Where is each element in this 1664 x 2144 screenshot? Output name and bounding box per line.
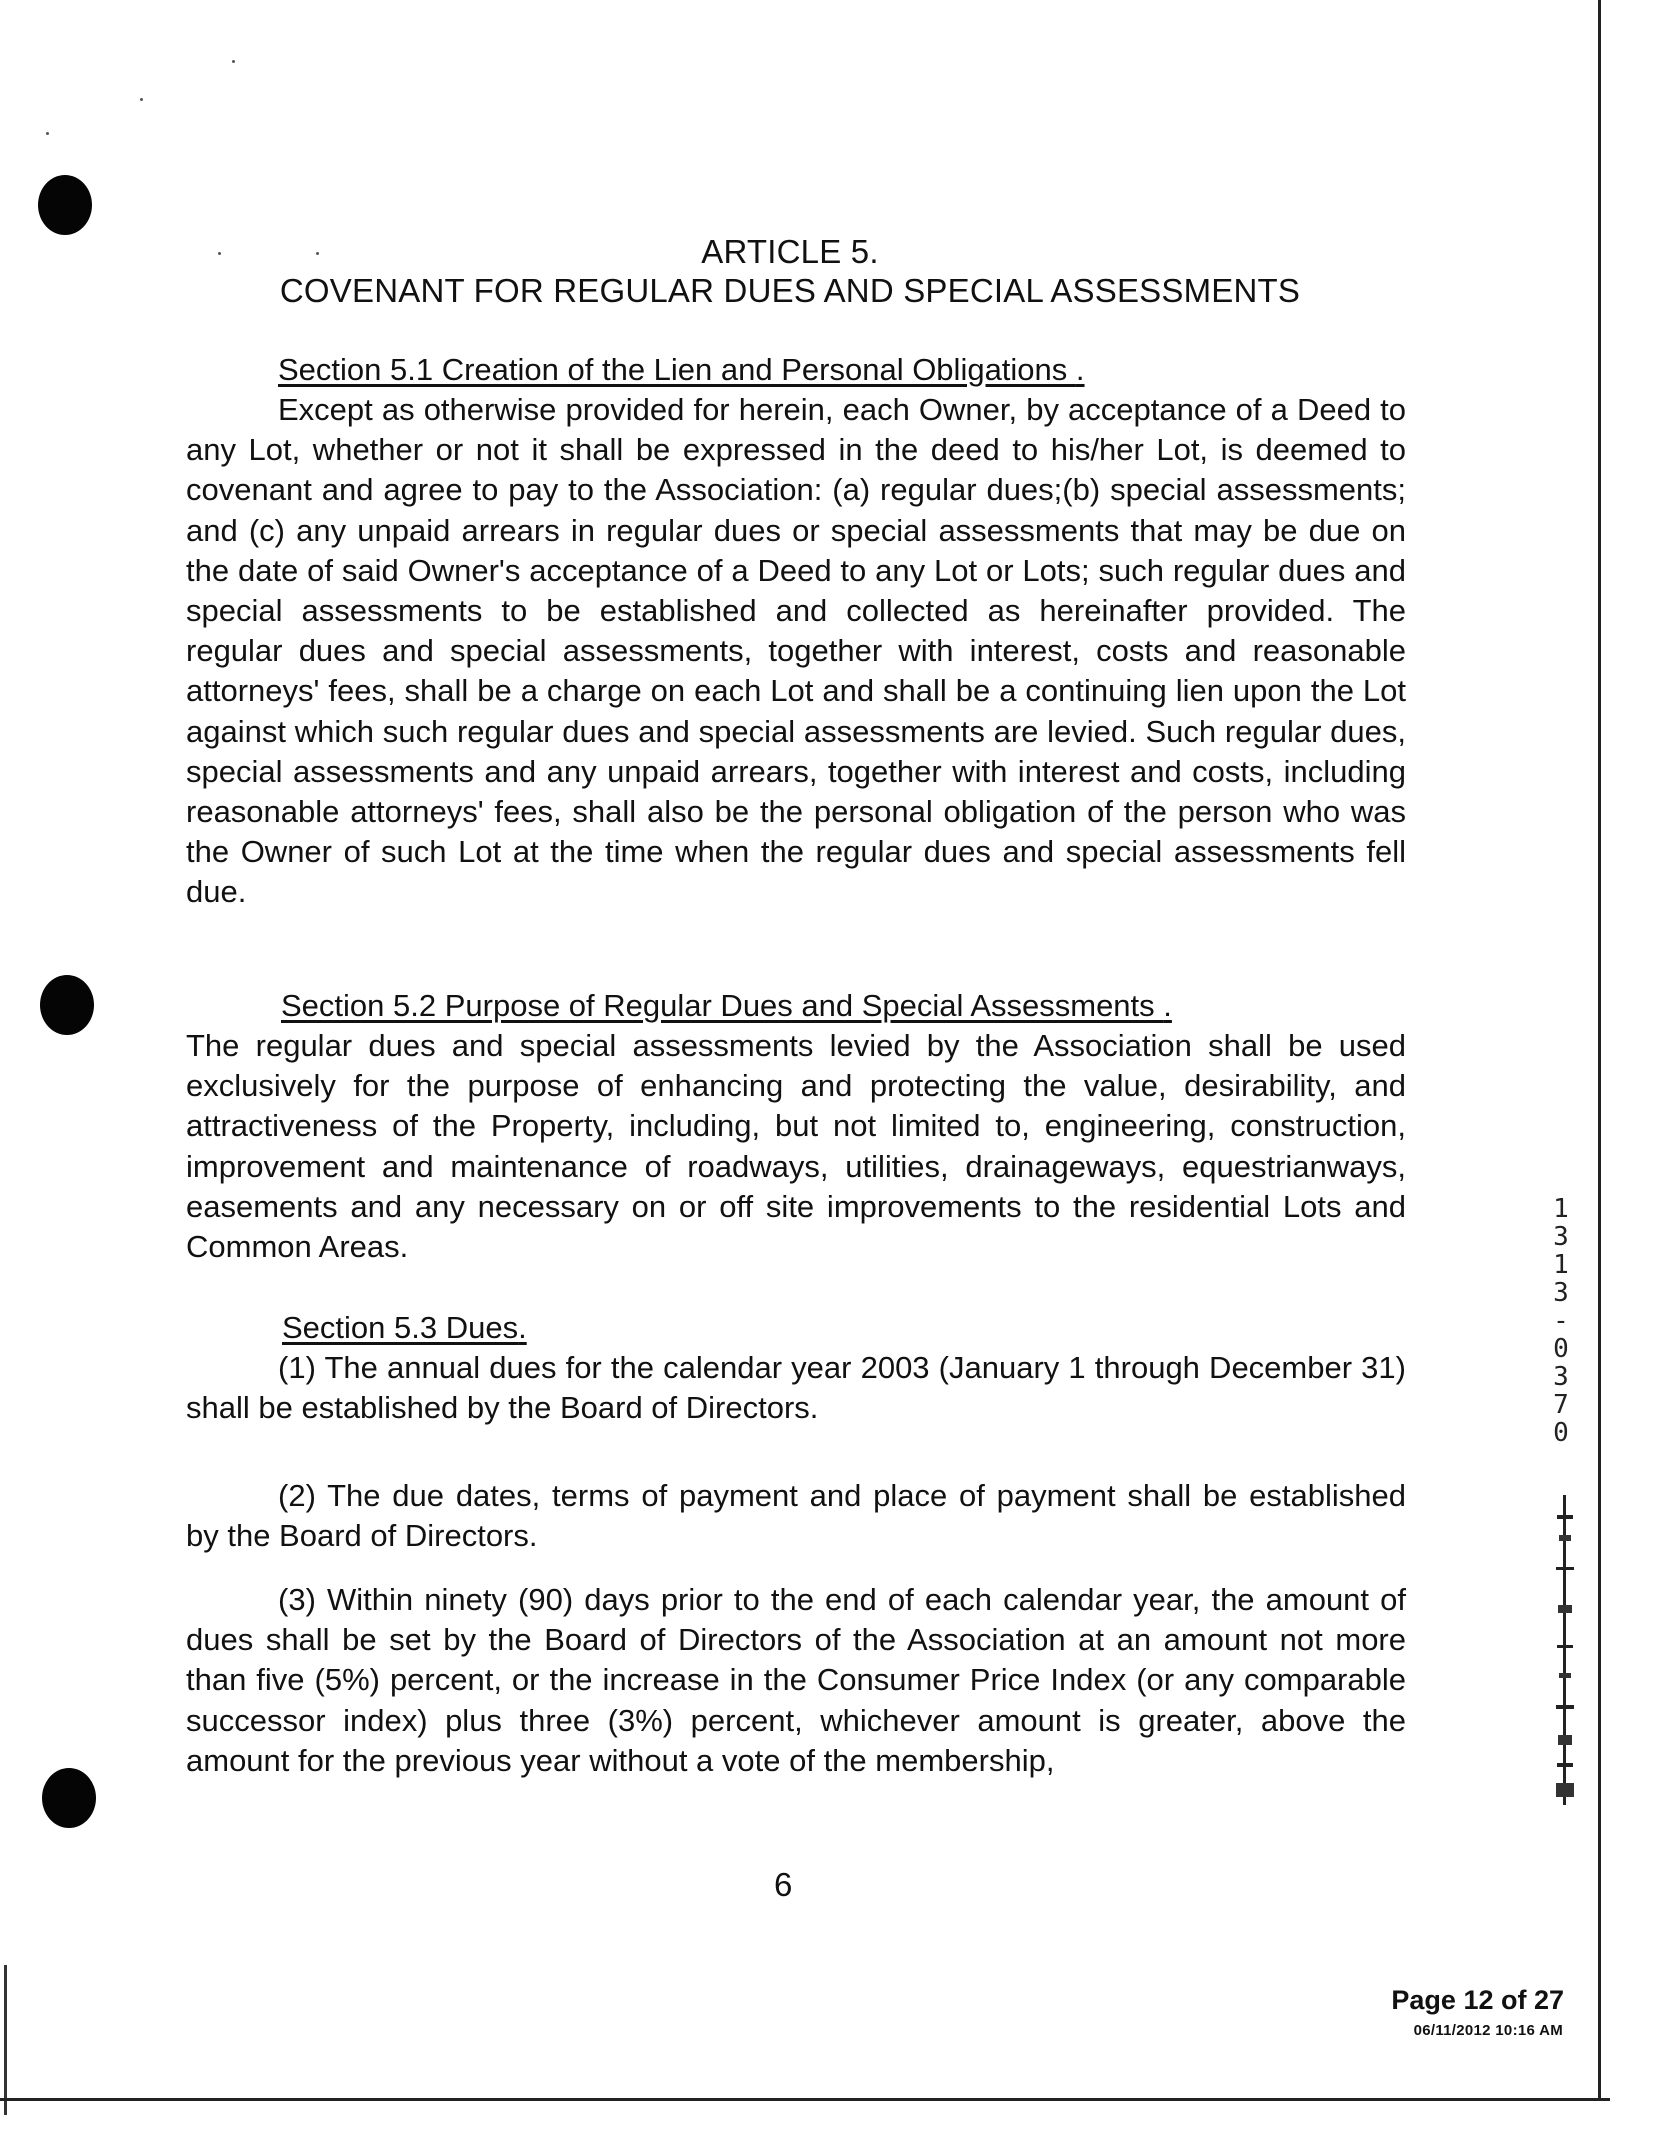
- page-number: 6: [774, 1866, 793, 1903]
- scan-speck: [140, 98, 143, 101]
- section-5-3-title: Section 5.3 Dues.: [282, 1310, 527, 1345]
- footer-page-count: Page 12 of 27: [1391, 1985, 1564, 2015]
- footer-timestamp: 06/11/2012 10:16 AM: [1413, 2022, 1563, 2039]
- article-title: COVENANT FOR REGULAR DUES AND SPECIAL ASSESSMENTS: [279, 272, 1301, 309]
- section-5-1-title-text: Section 5.1 Creation of the Lien and Personal Obligations: [278, 352, 1076, 387]
- article-number: ARTICLE 5.: [701, 233, 879, 270]
- section-5-2-title: Section 5.2 Purpose of Regular Dues and Special Assessments .: [281, 988, 1172, 1023]
- recording-number: 1313-0370: [1553, 1194, 1569, 1448]
- section-5-3-paragraph-2: (2) The due dates, terms of payment and place of payment shall be established by the Board of Directors.: [186, 1478, 1406, 1554]
- punch-hole-bottom: [42, 1768, 96, 1828]
- punch-hole-top: [38, 175, 92, 235]
- section-5-2-body: The regular dues and special assessments levied by the Association shall be used exclusively for the purpose of enhancing and protecting the value, desirability, and attractiveness of the Property, including, but not limited to, engineering, construction, improvement and maintenance of roadways, utilities, drainageways, equestrianways, easements and any necessary on or off site improvements to the residential Lots and Common Areas.: [186, 1028, 1406, 1265]
- scan-edge-left: [4, 1965, 7, 2115]
- margin-barcode-mark: [1554, 1495, 1576, 1805]
- section-5-3-paragraph-1: (1) The annual dues for the calendar year 2003 (January 1 through December 31) shall be established by the Board of Directors.: [186, 1350, 1406, 1426]
- scan-speck: [232, 60, 235, 63]
- section-5-3-paragraph-3: (3) Within ninety (90) days prior to the end of each calendar year, the amount of dues shall be set by the Board of Directors of the Association at an amount not more than five (5%) percent, or the increase in the Consumer Price Index (or any comparable successor index) plus three (3%) percent, whichever amount is greater, above the amount for the previous year without a vote of the membership,: [186, 1582, 1406, 1778]
- section-5-2-title-text: Section 5.2 Purpose of Regular Dues and Special Assessments: [281, 988, 1164, 1023]
- section-5-1-title: Section 5.1 Creation of the Lien and Personal Obligations .: [278, 352, 1085, 387]
- section-5-1-body: Except as otherwise provided for herein, each Owner, by acceptance of a Deed to any Lot, whether or not it shall be expressed in the deed to his/her Lot, is deemed to covenant and agree to pay to the Association: (a) regular dues;(b) special assessments; and (c) any unpaid arrears in regular dues or special assessments that may be due on the date of said Owner's acceptance of a Deed to any Lot or Lots; such regular dues and special assessments to be established and collected as hereinafter provided. The regular dues and special assessments, together with interest, costs and reasonable attorneys' fees, shall be a charge on each Lot and shall be a continuing lien upon the Lot against which such regular dues and special assessments are levied. Such regular dues, special assessments and any unpaid arrears, together with interest and costs, including reasonable attorneys' fees, shall also be the personal obligation of the person who was the Owner of such Lot at the time when the regular dues and special assessments fell due.: [186, 392, 1406, 910]
- scan-edge-right: [1598, 0, 1601, 2100]
- scan-speck: [46, 132, 49, 135]
- section-5-3-title-text: Section 5.3 Dues: [282, 1310, 519, 1345]
- punch-hole-middle: [40, 975, 94, 1035]
- scan-edge-bottom: [0, 2098, 1610, 2101]
